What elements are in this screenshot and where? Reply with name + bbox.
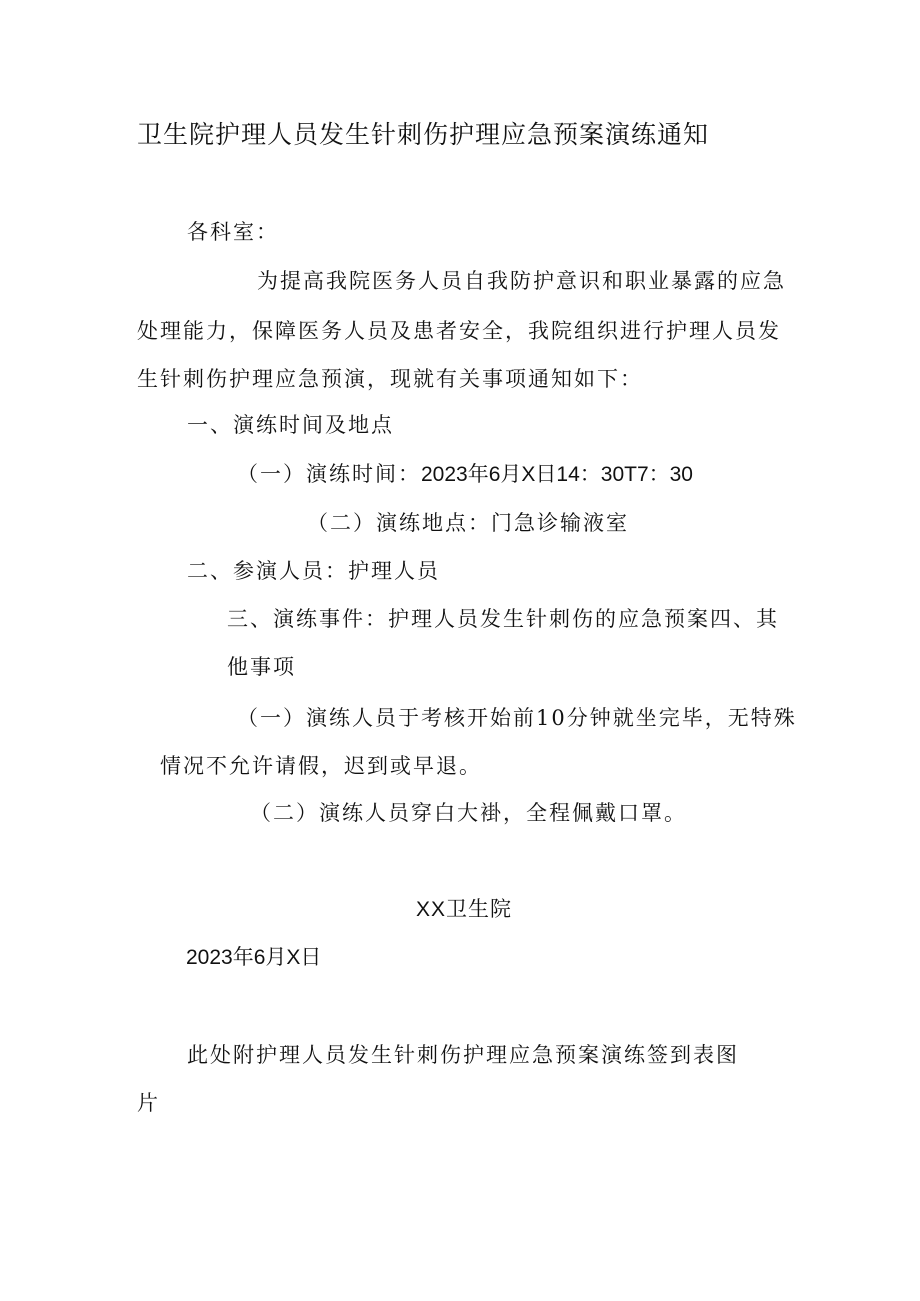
section-1-heading: 一、演练时间及地点 [187, 413, 394, 437]
intro-line-1: 为提高我院医务人员自我防护意识和职业暴露的应急 [257, 269, 786, 293]
other-item-2: （二）演练人员穿白大褂，全程佩戴口罩。 [250, 801, 687, 825]
attachment-note-line-2: 片 [137, 1091, 160, 1115]
document-title: 卫生院护理人员发生针刺伤护理应急预案演练通知 [137, 120, 710, 149]
intro-line-3: 生针刺伤护理应急预演，现就有关事项通知如下： [137, 367, 643, 391]
attachment-note-line-1: 此处附护理人员发生针刺伤护理应急预案演练签到表图 [187, 1043, 739, 1067]
salutation: 各科室： [187, 220, 279, 244]
drill-place: （二）演练地点：门急诊输液室 [307, 511, 629, 535]
signature-date: 2023年6月X日 [186, 946, 322, 969]
other-item-1-line-1: （一）演练人员于考核开始前10分钟就坐完毕，无特殊 [237, 706, 797, 730]
intro-line-2: 处理能力，保障医务人员及患者安全，我院组织进行护理人员发 [137, 319, 781, 343]
signature-org: XX卫生院 [416, 898, 513, 921]
other-item-1-line-2: 情况不允许请假，迟到或早退。 [160, 754, 482, 778]
section-3-line-2: 他事项 [227, 655, 296, 679]
drill-time-label: （一）演练时间： [237, 462, 421, 486]
section-3-line-1: 三、演练事件：护理人员发生针刺伤的应急预案四、其 [227, 607, 779, 631]
section-2-participants: 二、参演人员：护理人员 [187, 559, 440, 583]
drill-time [237, 459, 693, 490]
drill-time-value: 2023年6月X日14：30T7：30 [421, 463, 693, 486]
